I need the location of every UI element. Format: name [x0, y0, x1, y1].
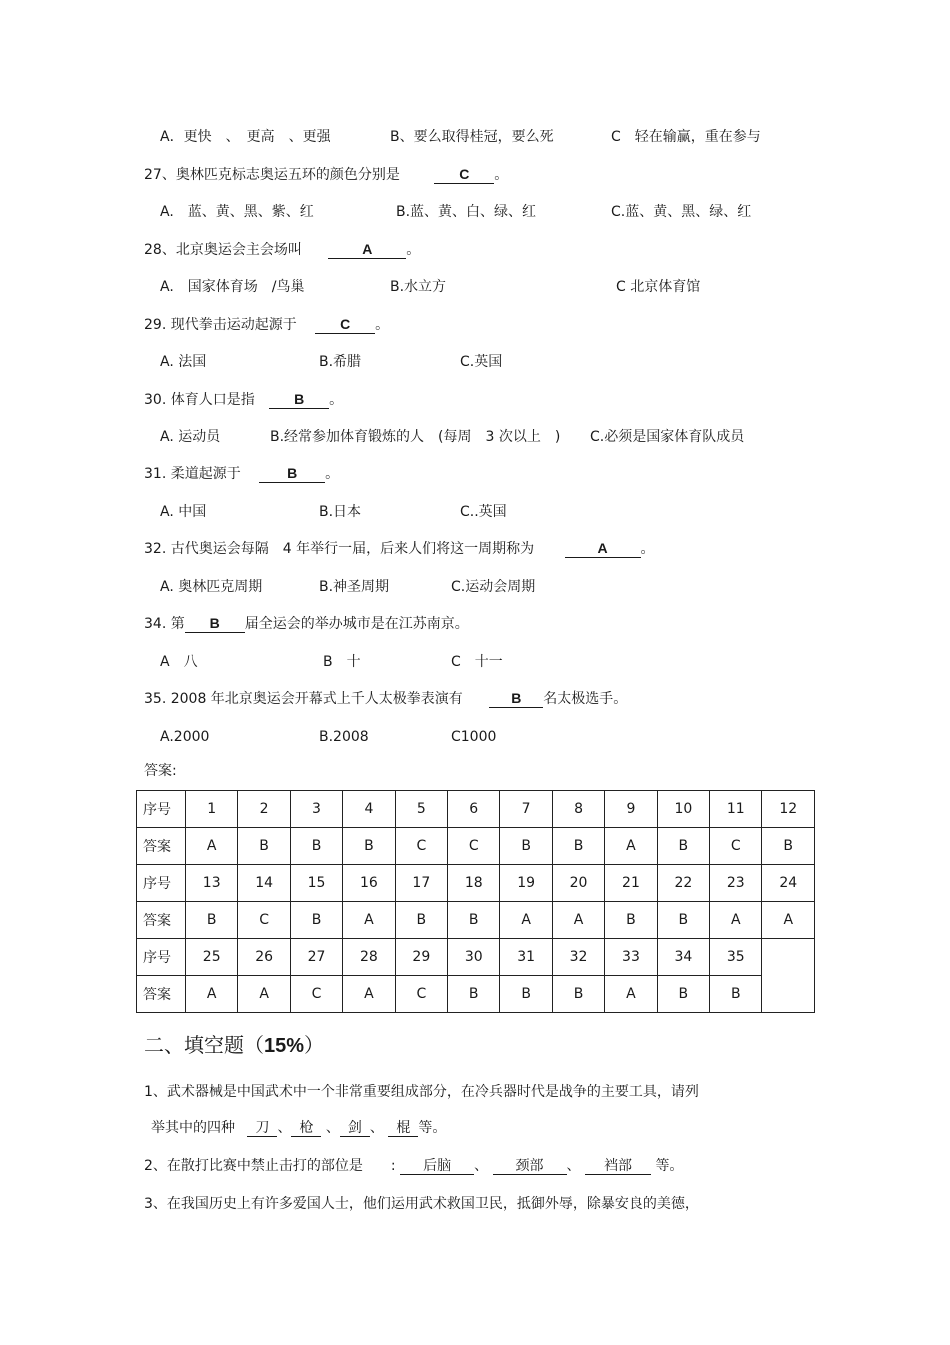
q31-option-b: B.日本	[319, 504, 362, 520]
answer-cell: A	[238, 976, 290, 1013]
q29-option-a: A. 法国	[160, 354, 207, 370]
q26-option-c: C 轻在输赢，重在参与	[611, 129, 761, 145]
answer-cell: A	[343, 902, 395, 939]
question-number-cell: 30	[448, 939, 500, 976]
q32-option-a: A. 奥林匹克周期	[160, 579, 263, 595]
answer-cell: C	[395, 976, 447, 1013]
fill-blank: 后脑	[400, 1158, 474, 1175]
fill-blank: 枪	[291, 1120, 321, 1137]
question-number-cell: 35	[710, 939, 762, 976]
question-number-cell: 5	[395, 791, 447, 828]
question-number-cell: 20	[552, 865, 604, 902]
question-number-cell: 7	[500, 791, 552, 828]
question-number-cell: 24	[762, 865, 815, 902]
question-28: 28、北京奥运会主会场叫 A 。	[144, 241, 421, 258]
question-number-cell: 21	[605, 865, 657, 902]
answer-cell: C	[448, 828, 500, 865]
q30-option-a: A. 运动员	[160, 429, 221, 445]
question-32: 32. 古代奥运会每隔 4 年举行一届，后来人们将这一周期称为 A 。	[144, 540, 655, 557]
table-row-answer	[137, 976, 815, 1013]
question-35: 35. 2008 年北京奥运会开幕式上千人太极拳表演有 B 名太极选手。	[144, 690, 628, 707]
answers-label: 答案:	[144, 763, 177, 779]
answer-cell: A	[552, 902, 604, 939]
fill-blank: 棍	[388, 1120, 418, 1137]
question-number-cell: 18	[448, 865, 500, 902]
fill-item-3: 3、在我国历史上有许多爱国人士，他们运用武术救国卫民，抵御外辱，除暴安良的美德，	[144, 1196, 699, 1212]
question-number-cell: 27	[290, 939, 342, 976]
q26-option-b: B、要么取得桂冠，要么死	[390, 129, 554, 145]
fill-item-2: 2、在散打比赛中禁止击打的部位是 : 后脑 、 颈部 、 裆部 等。	[144, 1158, 684, 1174]
table-row-seq	[137, 791, 815, 828]
q35-option-a: A.2000	[160, 729, 210, 745]
answer-blank: B	[287, 465, 298, 481]
q27-option-b: B.蓝、黄、白、绿、红	[396, 204, 537, 220]
row-label: 答案	[137, 828, 186, 865]
answer-cell: B	[395, 902, 447, 939]
answer-cell: B	[552, 976, 604, 1013]
answer-table	[136, 790, 815, 1013]
question-29: 29. 现代拳击运动起源于 C 。	[144, 316, 390, 333]
question-31: 31. 柔道起源于 B 。	[144, 465, 340, 482]
question-number-cell: 34	[657, 939, 709, 976]
answer-cell: A	[605, 828, 657, 865]
q35-option-b: B.2008	[319, 729, 369, 745]
q31-option-c: C..英国	[460, 504, 507, 520]
answer-cell: B	[448, 976, 500, 1013]
row-label: 答案	[137, 902, 186, 939]
question-number-cell: 31	[500, 939, 552, 976]
answer-blank: A	[362, 241, 373, 257]
question-30: 30. 体育人口是指 B 。	[144, 391, 344, 408]
answer-cell: C	[395, 828, 447, 865]
answer-cell: B	[605, 902, 657, 939]
q27-option-c: C.蓝、黄、黑、绿、红	[611, 204, 752, 220]
section-2-title: 二、填空题（15%）	[144, 1033, 325, 1057]
answer-blank: C	[340, 316, 351, 332]
question-27: 27、奥林匹克标志奥运五环的颜色分别是 C 。	[144, 166, 509, 183]
q32-option-b: B.神圣周期	[319, 579, 390, 595]
question-number-cell: 32	[552, 939, 604, 976]
answer-blank: B	[294, 391, 305, 407]
answer-blank: C	[459, 166, 470, 182]
question-number-cell: 14	[238, 865, 290, 902]
question-number-cell: 19	[500, 865, 552, 902]
fill-item-1-line2: 举其中的四种 刀 、 枪 、 剑 、 棍 等。	[151, 1120, 447, 1136]
answer-cell: C	[238, 902, 290, 939]
question-number-cell: 26	[238, 939, 290, 976]
question-number-cell: 16	[343, 865, 395, 902]
q32-option-c: C.运动会周期	[451, 579, 536, 595]
answer-blank: A	[597, 540, 608, 556]
row-label: 序号	[137, 939, 186, 976]
answer-cell: B	[186, 902, 238, 939]
q27-option-a: A. 蓝、黄、黑、紫、红	[160, 204, 314, 220]
q28-option-c: C 北京体育馆	[616, 279, 701, 295]
q34-option-a: A 八	[160, 654, 198, 670]
q26-option-a: A．更快 、 更高 、更强	[160, 129, 331, 145]
q28-option-b: B.水立方	[390, 279, 447, 295]
q34-option-b: B 十	[323, 654, 361, 670]
answer-cell: B	[762, 828, 815, 865]
fill-blank: 裆部	[585, 1158, 651, 1175]
row-label: 序号	[137, 865, 186, 902]
answer-cell: A	[500, 902, 552, 939]
answer-cell: B	[552, 828, 604, 865]
answer-cell: A	[343, 976, 395, 1013]
fill-blank: 剑	[340, 1120, 370, 1137]
question-number-cell: 25	[186, 939, 238, 976]
answer-cell: A	[186, 976, 238, 1013]
question-number-cell: 12	[762, 791, 815, 828]
q29-option-c: C.英国	[460, 354, 503, 370]
row-label: 答案	[137, 976, 186, 1013]
question-number-cell: 15	[290, 865, 342, 902]
question-number-cell: 2	[238, 791, 290, 828]
q29-option-b: B.希腊	[319, 354, 362, 370]
answer-blank: B	[209, 615, 220, 631]
q35-option-c: C1000	[451, 729, 497, 745]
question-number-cell: 1	[186, 791, 238, 828]
answer-cell: B	[290, 902, 342, 939]
table-row-answer	[137, 828, 815, 865]
question-number-cell: 3	[290, 791, 342, 828]
fill-blank: 刀	[247, 1120, 277, 1137]
answer-cell: C	[290, 976, 342, 1013]
empty-cell	[762, 939, 815, 1013]
question-number-cell: 8	[552, 791, 604, 828]
answer-cell: C	[710, 828, 762, 865]
answer-blank: B	[511, 690, 522, 706]
answer-cell: B	[657, 828, 709, 865]
question-number-cell: 29	[395, 939, 447, 976]
table-row-answer	[137, 902, 815, 939]
answer-cell: A	[710, 902, 762, 939]
q28-option-a: A. 国家体育场 /鸟巢	[160, 279, 305, 295]
q30-option-b: B.经常参加体育锻炼的人 (每周 3 次以上 )	[270, 429, 561, 445]
question-number-cell: 11	[710, 791, 762, 828]
fill-item-1-line1: 1、武术器械是中国武术中一个非常重要组成部分，在冷兵器时代是战争的主要工具，请列	[144, 1084, 699, 1100]
question-number-cell: 13	[186, 865, 238, 902]
question-number-cell: 23	[710, 865, 762, 902]
row-label: 序号	[137, 791, 186, 828]
question-number-cell: 22	[657, 865, 709, 902]
answer-cell: B	[657, 976, 709, 1013]
q31-option-a: A. 中国	[160, 504, 207, 520]
q30-option-c: C.必须是国家体育队成员	[590, 429, 745, 445]
question-34: 34. 第 B 届全运会的举办城市是在江苏南京。	[144, 615, 469, 632]
answer-cell: B	[500, 828, 552, 865]
question-number-cell: 9	[605, 791, 657, 828]
answer-cell: B	[710, 976, 762, 1013]
answer-cell: B	[238, 828, 290, 865]
answer-cell: B	[343, 828, 395, 865]
question-number-cell: 28	[343, 939, 395, 976]
answer-cell: B	[448, 902, 500, 939]
answer-cell: A	[605, 976, 657, 1013]
question-number-cell: 4	[343, 791, 395, 828]
answer-cell: B	[290, 828, 342, 865]
q34-option-c: C 十一	[451, 654, 503, 670]
answer-cell: A	[186, 828, 238, 865]
question-number-cell: 10	[657, 791, 709, 828]
table-row-seq	[137, 865, 815, 902]
fill-blank: 颈部	[493, 1158, 567, 1175]
answer-cell: B	[657, 902, 709, 939]
question-number-cell: 33	[605, 939, 657, 976]
question-number-cell: 6	[448, 791, 500, 828]
table-row-seq	[137, 939, 815, 976]
answer-cell: A	[762, 902, 815, 939]
question-number-cell: 17	[395, 865, 447, 902]
answer-cell: B	[500, 976, 552, 1013]
